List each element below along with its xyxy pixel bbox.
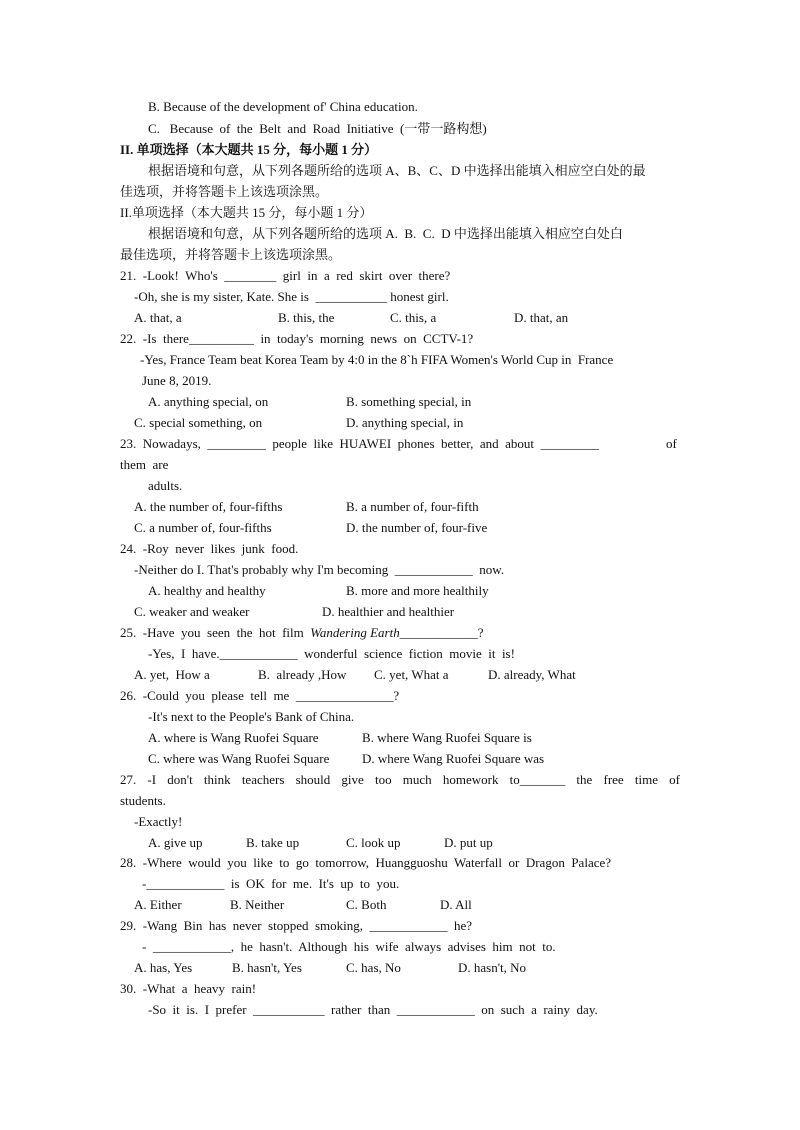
question-26-option-d: D. where Wang Ruofei Square was xyxy=(362,751,545,766)
question-25-option-c: C. yet, What a xyxy=(374,667,449,682)
question-23-stem-cont2: adults. xyxy=(148,478,183,493)
question-27-option-d: D. put up xyxy=(444,835,493,850)
question-30-reply: -So it is. I prefer ___________ rather than ____________ on such a rainy day. xyxy=(148,1002,598,1017)
question-21-option-d: D. that, an xyxy=(514,310,569,325)
question-26-stem: 26. -Could you please tell me _______________? xyxy=(120,688,400,703)
question-28-option-a: A. Either xyxy=(134,897,182,912)
question-22-reply: -Yes, France Team beat Korea Team by 4:0 in the 8`h FIFA Women's World Cup in France xyxy=(140,352,614,367)
question-25-reply: -Yes, I have.____________ wonderful science fiction movie it is! xyxy=(148,646,515,661)
question-27-option-a: A. give up xyxy=(148,835,203,850)
question-24-reply: -Neither do I. That's probably why I'm becoming ____________ now. xyxy=(134,562,505,577)
question-25-option-a: A. yet, How a xyxy=(134,667,210,682)
question-29-option-a: A. has, Yes xyxy=(134,960,193,975)
question-24-option-c: C. weaker and weaker xyxy=(134,604,250,619)
question-26-reply: -It's next to the People's Bank of China. xyxy=(148,709,355,724)
question-29-option-b: B. hasn't, Yes xyxy=(232,960,302,975)
question-25-film-title: Wandering Earth xyxy=(310,625,400,640)
section-instruction-line2: 佳选项，并将答题卡上该选项涂黑。 xyxy=(120,184,329,199)
question-28-stem: 28. -Where would you like to go tomorrow, Huangguoshu Waterfall or Dragon Palace? xyxy=(120,855,612,870)
question-27-option-c: C. look up xyxy=(346,835,401,850)
question-25-stem-post: ____________? xyxy=(399,625,484,640)
question-24-option-b: B. more and more healthily xyxy=(346,583,489,598)
question-25-stem-pre: 25. -Have you seen the hot film xyxy=(120,625,311,640)
section-instruction-line1: 根据语境和句意，从下列各题所给的选项 A、B、C、D 中选择出能填入相应空白处的最 xyxy=(148,163,646,178)
question-25-option-b: B. already ,How xyxy=(258,667,347,682)
question-26-option-b: B. where Wang Ruofei Square is xyxy=(362,730,532,745)
question-28-option-b: B. Neither xyxy=(230,897,285,912)
intro-option-b: B. Because of the development of' China education. xyxy=(148,99,418,114)
question-21-stem: 21. -Look! Who's ________ girl in a red skirt over there? xyxy=(120,268,451,283)
question-26-option-c: C. where was Wang Ruofei Square xyxy=(148,751,330,766)
section-title: II. 单项选择（本大题共 15 分，每小题 1 分） xyxy=(120,142,378,157)
question-22-option-a: A. anything special, on xyxy=(148,394,269,409)
question-29-reply: - ____________, he hasn't. Although his wife always advises him not to. xyxy=(142,939,556,954)
section-instruction-repeat-line2: 最佳选项，并将答题卡上该选项涂黑。 xyxy=(120,247,342,262)
question-23-option-b: B. a number of, four-fifth xyxy=(346,499,479,514)
question-21-option-b: B. this, the xyxy=(278,310,335,325)
question-22-option-c: C. special something, on xyxy=(134,415,263,430)
question-23-option-a: A. the number of, four-fifths xyxy=(134,499,283,514)
question-26-option-a: A. where is Wang Ruofei Square xyxy=(148,730,319,745)
question-28-reply: -____________ is OK for me. It's up to you. xyxy=(142,876,400,891)
question-22-reply-cont: June 8, 2019. xyxy=(142,373,212,388)
question-23-stem-end: of xyxy=(666,436,677,451)
question-27-option-b: B. take up xyxy=(246,835,300,850)
question-29-stem: 29. -Wang Bin has never stopped smoking, ____________ he? xyxy=(120,918,473,933)
section-title-repeat: II.单项选择（本大题共 15 分，每小题 1 分） xyxy=(120,205,373,220)
question-24-option-d: D. healthier and healthier xyxy=(322,604,455,619)
question-29-option-c: C. has, No xyxy=(346,960,401,975)
question-24-option-a: A. healthy and healthy xyxy=(148,583,266,598)
question-27-stem-cont: students. xyxy=(120,793,166,808)
question-22-stem: 22. -Is there__________ in today's morning news on CCTV-1? xyxy=(120,331,474,346)
question-22-option-d: D. anything special, in xyxy=(346,415,464,430)
question-29-option-d: D. hasn't, No xyxy=(458,960,527,975)
question-22-option-b: B. something special, in xyxy=(346,394,472,409)
intro-option-c: C. Because of the Belt and Road Initiative (一带一路构想) xyxy=(148,121,487,136)
question-28-option-c: C. Both xyxy=(346,897,387,912)
question-21-option-a: A. that, a xyxy=(134,310,182,325)
section-instruction-repeat-line1: 根据语境和句意，从下列各题所给的选项 A. B. C. D 中选择出能填入相应空白处白 xyxy=(148,226,623,241)
question-21-option-c: C. this, a xyxy=(390,310,437,325)
question-23-option-c: C. a number of, four-fifths xyxy=(134,520,272,535)
question-23-stem-cont: them are xyxy=(120,457,169,472)
question-25-option-d: D. already, What xyxy=(488,667,576,682)
question-25-stem xyxy=(120,625,484,641)
question-27-stem: 27. -I don't think teachers should give too much homework to_______ the free time of xyxy=(120,772,680,787)
question-21-reply: -Oh, she is my sister, Kate. She is ___________ honest girl. xyxy=(134,289,449,304)
question-23-stem: 23. Nowadays, _________ people like HUAWEI phones better, and about _________ xyxy=(120,436,599,451)
question-27-reply: -Exactly! xyxy=(134,814,183,829)
question-23-option-d: D. the number of, four-five xyxy=(346,520,488,535)
question-30-stem: 30. -What a heavy rain! xyxy=(120,981,257,996)
question-28-option-d: D. All xyxy=(440,897,472,912)
question-24-stem: 24. -Roy never likes junk food. xyxy=(120,541,299,556)
